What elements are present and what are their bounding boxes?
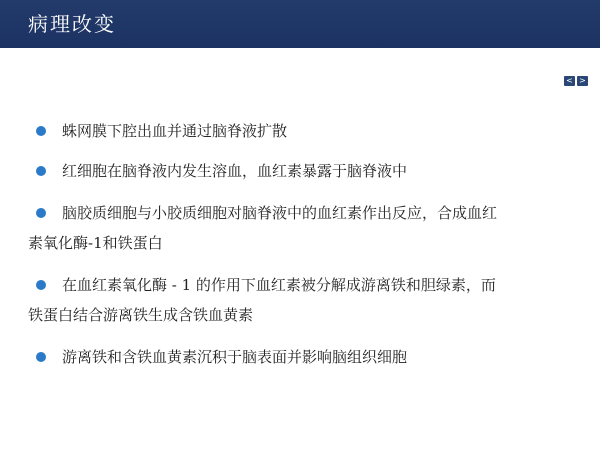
bullet-text: 蛛网膜下腔出血并通过脑脊液扩散 bbox=[62, 122, 288, 140]
next-slide-button[interactable]: > bbox=[577, 76, 588, 86]
bullet-text: 在血红素氧化酶 - 1 的作用下血红素被分解成游离铁和胆绿素，而 bbox=[62, 276, 496, 294]
bullet-text-continued: 铁蛋白结合游离铁生成含铁血黄素 bbox=[28, 306, 254, 324]
bullet-item-1 bbox=[30, 116, 555, 146]
bullet-dot-icon bbox=[36, 208, 46, 218]
bullet-text-continued: 素氧化酶-1和铁蛋白 bbox=[28, 234, 163, 252]
bullet-text: 脑胶质细胞与小胶质细胞对脑脊液中的血红素作出反应，合成血红 bbox=[62, 204, 498, 222]
bullet-dot-icon bbox=[36, 352, 46, 362]
bullet-item-5 bbox=[30, 342, 555, 372]
bullet-item-3 bbox=[30, 198, 555, 258]
bullet-text: 红细胞在脑脊液内发生溶血，血红素暴露于脑脊液中 bbox=[62, 162, 408, 180]
bullet-dot-icon bbox=[36, 280, 46, 290]
bullet-item-2 bbox=[30, 156, 555, 186]
bullet-item-4 bbox=[30, 270, 555, 330]
slide-title: 病理改变 bbox=[28, 12, 116, 36]
previous-slide-button[interactable]: < bbox=[564, 76, 575, 86]
bullet-text: 游离铁和含铁血黄素沉积于脑表面并影响脑组织细胞 bbox=[62, 348, 408, 366]
bullet-dot-icon bbox=[36, 166, 46, 176]
bullet-dot-icon bbox=[36, 126, 46, 136]
